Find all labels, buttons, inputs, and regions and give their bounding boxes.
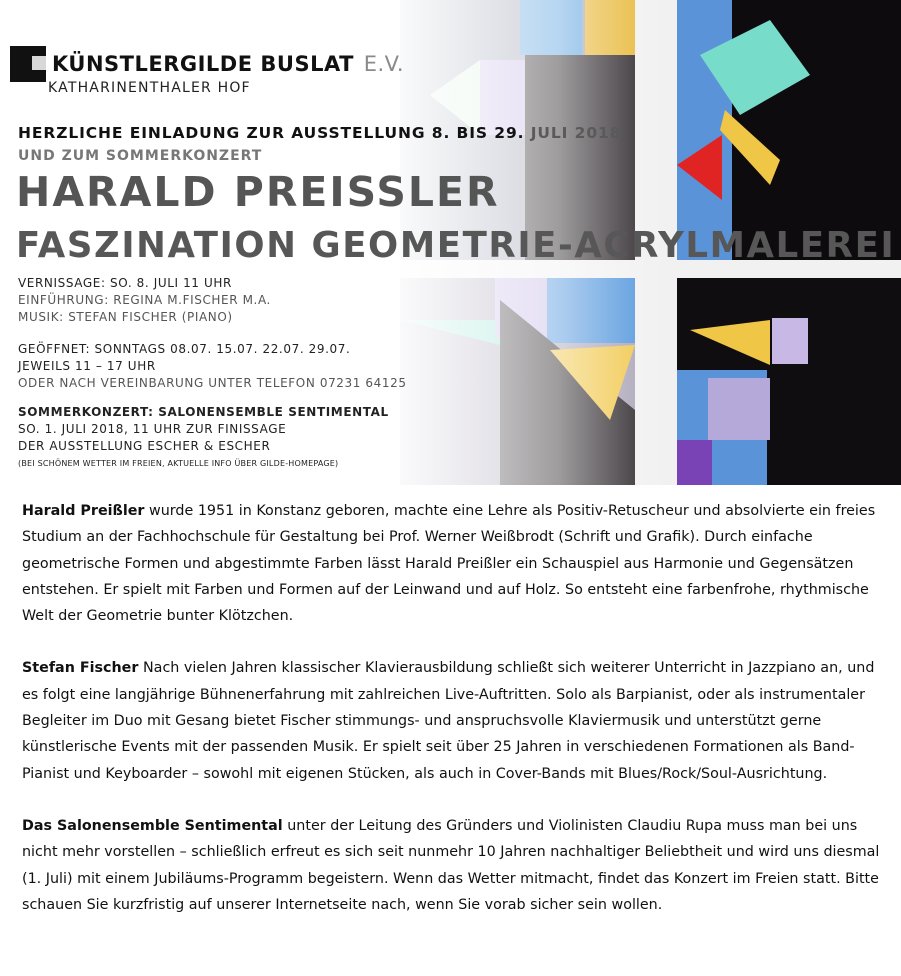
org-name-text: KÜNSTLERGILDE BUSLAT: [52, 52, 354, 76]
opening-days-line: GEÖFFNET: SONNTAGS 08.07. 15.07. 22.07. 29.07.: [18, 342, 351, 356]
org-suffix: E.V.: [363, 52, 405, 76]
invitation-month: JULI 2018: [530, 124, 622, 142]
vernissage-info: [18, 275, 271, 326]
vernissage-line: VERNISSAGE: SO. 8. JULI 11 UHR: [18, 276, 232, 290]
opening-hours-line: JEWEILS 11 – 17 UHR: [18, 359, 156, 373]
body-text: [22, 498, 884, 944]
invitation-main: HERZLICHE EINLADUNG ZUR AUSSTELLUNG 8. BIS 29.: [18, 124, 525, 142]
concert-title: SOMMERKONZERT: SALONENSEMBLE SENTIMENTAL: [18, 405, 389, 419]
artist-bio-lead: Harald Preißler: [22, 503, 145, 519]
ensemble-lead: Das Salonensemble Sentimental: [22, 817, 283, 834]
artist-biography: [22, 498, 884, 629]
invitation-subline: UND ZUM SOMMERKONZERT: [18, 148, 263, 164]
ensemble-description: [22, 813, 884, 918]
artist-name: HARALD PREISSLER: [16, 168, 500, 216]
poster-header: [0, 0, 901, 485]
concert-note: (BEI SCHÖNEM WETTER IM FREIEN, AKTUELLE INFO ÜBER GILDE-HOMEPAGE): [18, 459, 339, 468]
appointment-line: ODER NACH VEREINBARUNG UNTER TELEFON 07231 64125: [18, 376, 407, 390]
music-line: MUSIK: STEFAN FISCHER (PIANO): [18, 310, 233, 324]
organization-name: [52, 52, 404, 76]
organization-venue: KATHARINENTHALER HOF: [48, 80, 251, 96]
ensemble-text: unter der Leitung des Gründers und Violinisten Claudiu Rupa muss man bei uns nicht mehr vorstellen – schließlich erfreut es sich seit nunmehr 10 Jahren nachhaltiger Beliebtheit und wird uns diesmal (1. Juli) mit einem Jubiläums-Programm begeistern. Wenn das Wetter mitmacht, findet das Konzert im Freien statt. Bitte schauen Sie kurzfristig auf unserer Internetseite nach, wenn Sie vorab sicher sein wollen.: [22, 817, 880, 913]
guild-logo-icon: [10, 46, 46, 82]
opening-hours-info: [18, 341, 407, 392]
pianist-biography: [22, 655, 884, 786]
exhibition-theme: FASZINATION GEOMETRIE-ACRYLMALEREI: [16, 225, 896, 266]
invitation-line: [18, 124, 621, 142]
pianist-bio-lead: Stefan Fischer: [22, 660, 139, 677]
pianist-bio-text: Nach vielen Jahren klassischer Klavierausbildung schließt sich weiterer Unterricht in Jazzpiano an, und es folgt eine langjährige Bühnenerfahrung mit zahlreichen Live-Auftritten. Solo als Barpianist, oder als instrumentaler Begleiter im Duo mit Gesang bietet Fischer stimmungs- und anspruchsvolle Klaviermusik und unterstützt gerne künstlerische Events mit der passenden Musik. Er spielt seit über 25 Jahren in verschiedenen Formationen als Band-Pianist und Keyboarder – sowohl mit eigenen Stücken, als auch in Cover-Bands mit Blues/Rock/Soul-Ausrichtung.: [22, 660, 875, 782]
artist-bio-text: wurde 1951 in Konstanz geboren, machte eine Lehre als Positiv-Retuscheur und absolvierte ein freies Studium an der Fachhochschule für Gestaltung bei Prof. Werner Weißbrodt (Schrift und Grafik). Durch einfache geometrische Formen und abgestimmte Farben lässt Harald Preißler ein Schauspiel aus Harmonie und Gegensätzen entstehen. Er spielt mit Farben und Formen auf der Leinwand und auf Holz. So entsteht eine farbenfrohe, rhythmische Welt der Geometrie bunter Klötzchen.: [22, 503, 876, 625]
concert-info: [18, 404, 389, 472]
introduction-line: EINFÜHRUNG: REGINA M.FISCHER M.A.: [18, 293, 271, 307]
concert-date: SO. 1. JULI 2018, 11 UHR ZUR FINISSAGE: [18, 422, 287, 436]
concert-venue: DER AUSSTELLUNG ESCHER & ESCHER: [18, 439, 271, 453]
